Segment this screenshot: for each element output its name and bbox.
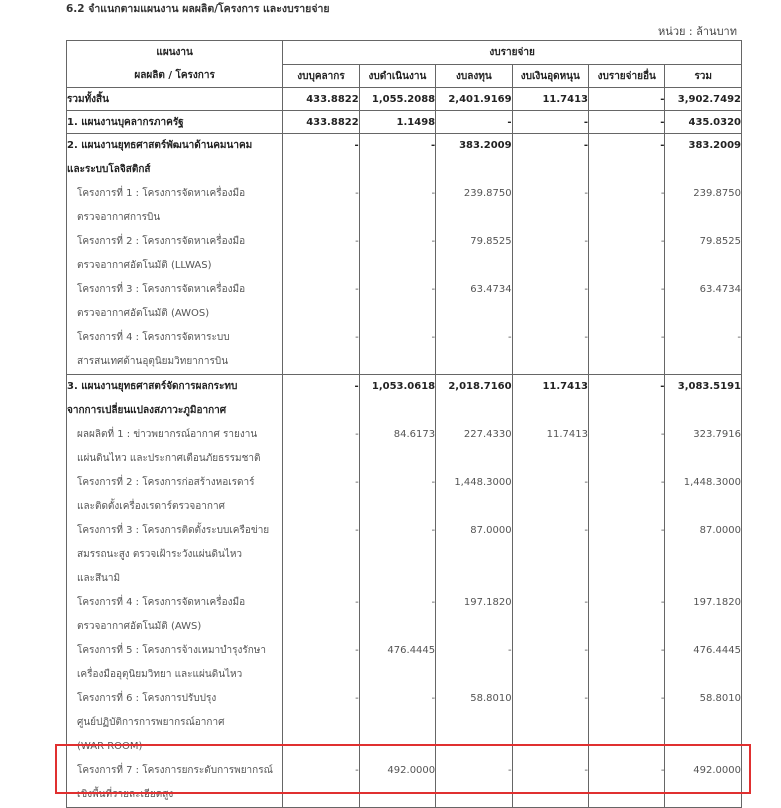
- header-col-investment: งบลงทุน: [436, 65, 512, 88]
- plan-label: [67, 111, 283, 134]
- project-label: [67, 591, 283, 639]
- value-text: 492.0000: [693, 765, 741, 776]
- cell-value: [512, 375, 588, 424]
- value-text: -: [355, 525, 359, 536]
- cell-value: [359, 639, 435, 687]
- cell-value: [589, 278, 665, 326]
- header-budget-group: งบรายจ่าย: [283, 41, 742, 65]
- value-text: 239.8750: [693, 188, 741, 199]
- value-text: 79.8525: [699, 236, 741, 247]
- value-text: 476.4445: [387, 645, 436, 656]
- value-text: 1.1498: [396, 116, 436, 128]
- label-line: (WAR ROOM): [77, 741, 143, 752]
- header-col-subsidy: งบเงินอุดหนุน: [512, 65, 588, 88]
- cell-value: [589, 471, 665, 519]
- project-row: [67, 519, 742, 591]
- label-line: และติดตั้งเครื่องเรดาร์ตรวจอากาศ: [77, 501, 225, 512]
- value-text: -: [660, 284, 665, 295]
- value-text: 58.8010: [699, 693, 741, 704]
- value-text: 3,083.5191: [677, 381, 741, 392]
- project-label: [67, 423, 283, 471]
- value-text: 1,448.3000: [454, 477, 512, 488]
- label-line: ตรวจอากาศอัตโนมัติ (AWS): [77, 621, 202, 632]
- project-row: [67, 591, 742, 639]
- label-line: ตรวจอากาศอัตโนมัติ (AWOS): [77, 308, 210, 319]
- cell-value: [283, 134, 359, 183]
- cell-value: [283, 111, 359, 134]
- value-text: -: [584, 284, 589, 295]
- value-text: -: [584, 597, 589, 608]
- cell-value: [359, 278, 435, 326]
- cell-value: [512, 519, 588, 591]
- total-label: รวมทั้งสิ้น: [67, 88, 283, 111]
- project-row: [67, 639, 742, 687]
- cell-value: [589, 182, 665, 230]
- plan-row: [67, 134, 742, 183]
- cell-value: [436, 182, 512, 230]
- header-plan-line2: ผลผลิต / โครงการ: [134, 70, 215, 81]
- value-text: -: [660, 597, 665, 608]
- cell-value: [436, 230, 512, 278]
- label-line: โครงการที่ 3 : โครงการติดตั้งระบบเครือข่าย: [77, 525, 270, 536]
- cell-value: [512, 471, 588, 519]
- value-text: -: [355, 645, 359, 656]
- value-text: 435.0320: [688, 116, 741, 128]
- project-label: [67, 471, 283, 519]
- label-line: และสึนามิ: [77, 573, 121, 584]
- total-row: [67, 88, 742, 111]
- cell-value: [665, 182, 742, 230]
- unit-label: หน่วย : ล้านบาท: [658, 25, 737, 38]
- cell-value: [283, 230, 359, 278]
- cell-value: [436, 375, 512, 424]
- value-text: -: [355, 765, 359, 776]
- cell-value: [359, 519, 435, 591]
- header-col-personnel: งบบุคลากร: [283, 65, 359, 88]
- cell-value: [283, 639, 359, 687]
- value-text: -: [584, 236, 589, 247]
- cell-value: [359, 471, 435, 519]
- cell-value: [436, 278, 512, 326]
- value-text: -: [355, 236, 359, 247]
- value-text: -: [431, 693, 436, 704]
- label-line: ผลผลิตที่ 1 : ข่าวพยากรณ์อากาศ รายงาน: [77, 429, 258, 440]
- value-text: -: [354, 140, 359, 151]
- cell-value: [665, 519, 742, 591]
- plan-row: [67, 375, 742, 424]
- project-row: [67, 278, 742, 326]
- cell-value: [665, 326, 742, 375]
- cell-value: [512, 423, 588, 471]
- value-text: 197.1820: [693, 597, 741, 608]
- value-text: -: [355, 597, 359, 608]
- value-text: -: [355, 429, 359, 440]
- value-text: 383.2009: [688, 140, 741, 151]
- value-text: -: [660, 188, 665, 199]
- project-row: [67, 230, 742, 278]
- cell-value: [283, 591, 359, 639]
- cell-value: [359, 375, 435, 424]
- cell-value: [512, 639, 588, 687]
- value-text: -: [737, 332, 741, 343]
- value-text: 476.4445: [693, 645, 741, 656]
- plan-label: [67, 134, 283, 183]
- label-line: ตรวจอากาศการบิน: [77, 212, 161, 223]
- highlight-box: [55, 744, 751, 794]
- cell-value: [512, 591, 588, 639]
- label-line: โครงการที่ 4 : โครงการจัดหาเครื่องมือ: [77, 597, 246, 608]
- cell-value: [436, 326, 512, 375]
- value-text: -: [584, 525, 589, 536]
- cell-value: [359, 230, 435, 278]
- total-value: 2,401.9169: [436, 88, 512, 111]
- value-text: -: [660, 525, 665, 536]
- header-col-total: รวม: [665, 65, 742, 88]
- value-text: -: [660, 477, 665, 488]
- cell-value: [436, 423, 512, 471]
- project-row: [67, 471, 742, 519]
- cell-value: [283, 471, 359, 519]
- cell-value: [589, 111, 665, 134]
- value-text: -: [431, 477, 436, 488]
- cell-value: [283, 278, 359, 326]
- value-text: -: [355, 332, 359, 343]
- project-label: [67, 230, 283, 278]
- cell-value: [436, 134, 512, 183]
- cell-value: [589, 134, 665, 183]
- header-col-operating: งบดำเนินงาน: [359, 65, 435, 88]
- total-value: 3,902.7492: [665, 88, 742, 111]
- project-label: [67, 639, 283, 687]
- project-label: [67, 182, 283, 230]
- value-text: -: [431, 284, 436, 295]
- value-text: -: [584, 693, 589, 704]
- value-text: 87.0000: [470, 525, 512, 536]
- label-line: โครงการที่ 2 : โครงการจัดหาเครื่องมือ: [77, 236, 246, 247]
- value-text: -: [355, 477, 359, 488]
- cell-value: [665, 134, 742, 183]
- cell-value: [283, 519, 359, 591]
- total-value: -: [589, 88, 665, 111]
- label-line: สมรรถนะสูง ตรวจเฝ้าระวังแผ่นดินไหว: [77, 549, 243, 560]
- value-text: 433.8822: [306, 116, 359, 128]
- cell-value: [283, 375, 359, 424]
- label-line: 2. แผนงานยุทธศาสตร์พัฒนาด้านคมนาคม: [67, 140, 253, 151]
- value-text: 383.2009: [459, 140, 512, 151]
- value-text: -: [660, 765, 665, 776]
- cell-value: [665, 591, 742, 639]
- value-text: -: [431, 188, 436, 199]
- plan-row: [67, 111, 742, 134]
- value-text: -: [660, 116, 665, 128]
- cell-value: [359, 182, 435, 230]
- total-value: 11.7413: [512, 88, 588, 111]
- value-text: -: [584, 645, 589, 656]
- cell-value: [512, 278, 588, 326]
- cell-value: [589, 423, 665, 471]
- total-value: 1,055.2088: [359, 88, 435, 111]
- cell-value: [436, 111, 512, 134]
- value-text: -: [584, 477, 589, 488]
- header-plan-line1: แผนงาน: [156, 47, 193, 58]
- cell-value: [589, 375, 665, 424]
- value-text: -: [507, 332, 512, 343]
- value-text: 87.0000: [699, 525, 741, 536]
- value-text: 63.4734: [470, 284, 512, 295]
- value-text: -: [507, 645, 512, 656]
- value-text: 227.4330: [463, 429, 512, 440]
- label-line: ตรวจอากาศอัตโนมัติ (LLWAS): [77, 260, 212, 271]
- project-label: [67, 326, 283, 375]
- project-row: [67, 423, 742, 471]
- value-text: -: [660, 645, 665, 656]
- label-line: โครงการที่ 7 : โครงการยกระดับการพยากรณ์: [77, 765, 273, 776]
- cell-value: [512, 326, 588, 375]
- cell-value: [665, 423, 742, 471]
- label-line: เครื่องมืออุตุนิยมวิทยา และแผ่นดินไหว: [77, 669, 243, 680]
- value-text: -: [355, 284, 359, 295]
- label-line: โครงการที่ 5 : โครงการจ้างเหมาบำรุงรักษา: [77, 645, 266, 656]
- value-text: 239.8750: [463, 188, 512, 199]
- value-text: -: [583, 116, 589, 128]
- value-text: -: [584, 765, 589, 776]
- cell-value: [359, 423, 435, 471]
- value-text: 2,018.7160: [448, 381, 512, 392]
- label-line: โครงการที่ 2 : โครงการก่อสร้างหอเรดาร์: [77, 477, 255, 488]
- value-text: -: [584, 188, 589, 199]
- cell-value: [665, 639, 742, 687]
- cell-value: [512, 230, 588, 278]
- cell-value: [283, 326, 359, 375]
- cell-value: [589, 591, 665, 639]
- value-text: -: [431, 597, 436, 608]
- cell-value: [436, 519, 512, 591]
- cell-value: [589, 326, 665, 375]
- value-text: 79.8525: [470, 236, 512, 247]
- value-text: -: [660, 381, 665, 392]
- label-line: โครงการที่ 3 : โครงการจัดหาเครื่องมือ: [77, 284, 246, 295]
- label-line: และระบบโลจิสติกส์: [67, 164, 151, 175]
- cell-value: [359, 326, 435, 375]
- value-text: 323.7916: [693, 429, 741, 440]
- cell-value: [665, 111, 742, 134]
- value-text: -: [354, 381, 359, 392]
- label-line: ศูนย์ปฏิบัติการการพยากรณ์อากาศ: [77, 717, 225, 728]
- cell-value: [283, 423, 359, 471]
- value-text: 11.7413: [546, 429, 589, 440]
- value-text: -: [507, 116, 512, 128]
- value-text: 84.6173: [393, 429, 436, 440]
- value-text: 11.7413: [542, 381, 589, 392]
- value-text: 63.4734: [699, 284, 741, 295]
- section-title: 6.2 จำแนกตามแผนงาน ผลผลิต/โครงการ และงบรายจ่าย: [66, 3, 330, 15]
- value-text: -: [660, 332, 665, 343]
- value-text: -: [355, 693, 359, 704]
- cell-value: [436, 639, 512, 687]
- cell-value: [359, 134, 435, 183]
- value-text: 1,448.3000: [683, 477, 741, 488]
- value-text: -: [431, 525, 436, 536]
- label-line: สารสนเทศด้านอุตุนิยมวิทยาการบิน: [77, 356, 229, 367]
- label-line: จากการเปลี่ยนแปลงสภาวะภูมิอากาศ: [67, 405, 227, 416]
- header-plan: [67, 41, 283, 88]
- project-row: [67, 326, 742, 375]
- value-text: -: [583, 140, 589, 151]
- cell-value: [359, 591, 435, 639]
- value-text: -: [660, 693, 665, 704]
- value-text: -: [431, 236, 436, 247]
- value-text: 492.0000: [387, 765, 436, 776]
- value-text: -: [660, 429, 665, 440]
- cell-value: [359, 111, 435, 134]
- label-line: แผ่นดินไหว และประกาศเตือนภัยธรรมชาติ: [77, 453, 261, 464]
- cell-value: [436, 591, 512, 639]
- project-label: [67, 278, 283, 326]
- budget-table: [66, 40, 742, 808]
- cell-value: [283, 182, 359, 230]
- total-value: 433.8822: [283, 88, 359, 111]
- value-text: -: [660, 236, 665, 247]
- cell-value: [512, 111, 588, 134]
- cell-value: [589, 519, 665, 591]
- value-text: -: [430, 140, 436, 151]
- value-text: 197.1820: [463, 597, 512, 608]
- value-text: -: [660, 140, 665, 151]
- label-line: 3. แผนงานยุทธศาสตร์จัดการผลกระทบ: [67, 381, 238, 392]
- cell-value: [512, 134, 588, 183]
- project-row: [67, 182, 742, 230]
- cell-value: [665, 230, 742, 278]
- label-line: โครงการที่ 6 : โครงการปรับปรุง: [77, 693, 217, 704]
- plan-label: [67, 375, 283, 424]
- header-col-other: งบรายจ่ายอื่น: [589, 65, 665, 88]
- label-line: เชิงพื้นที่รายละเอียดสูง: [77, 789, 174, 800]
- cell-value: [665, 375, 742, 424]
- value-text: -: [355, 188, 359, 199]
- cell-value: [589, 230, 665, 278]
- cell-value: [436, 471, 512, 519]
- value-text: -: [507, 765, 512, 776]
- value-text: 1,053.0618: [371, 381, 436, 392]
- cell-value: [665, 278, 742, 326]
- label-line: โครงการที่ 4 : โครงการจัดหาระบบ: [77, 332, 230, 343]
- cell-value: [589, 639, 665, 687]
- cell-value: [665, 471, 742, 519]
- project-label: [67, 519, 283, 591]
- label-line: โครงการที่ 1 : โครงการจัดหาเครื่องมือ: [77, 188, 246, 199]
- value-text: -: [584, 332, 589, 343]
- value-text: 58.8010: [470, 693, 512, 704]
- label-line: 1. แผนงานบุคลากรภาครัฐ: [67, 116, 184, 128]
- value-text: -: [431, 332, 436, 343]
- cell-value: [512, 182, 588, 230]
